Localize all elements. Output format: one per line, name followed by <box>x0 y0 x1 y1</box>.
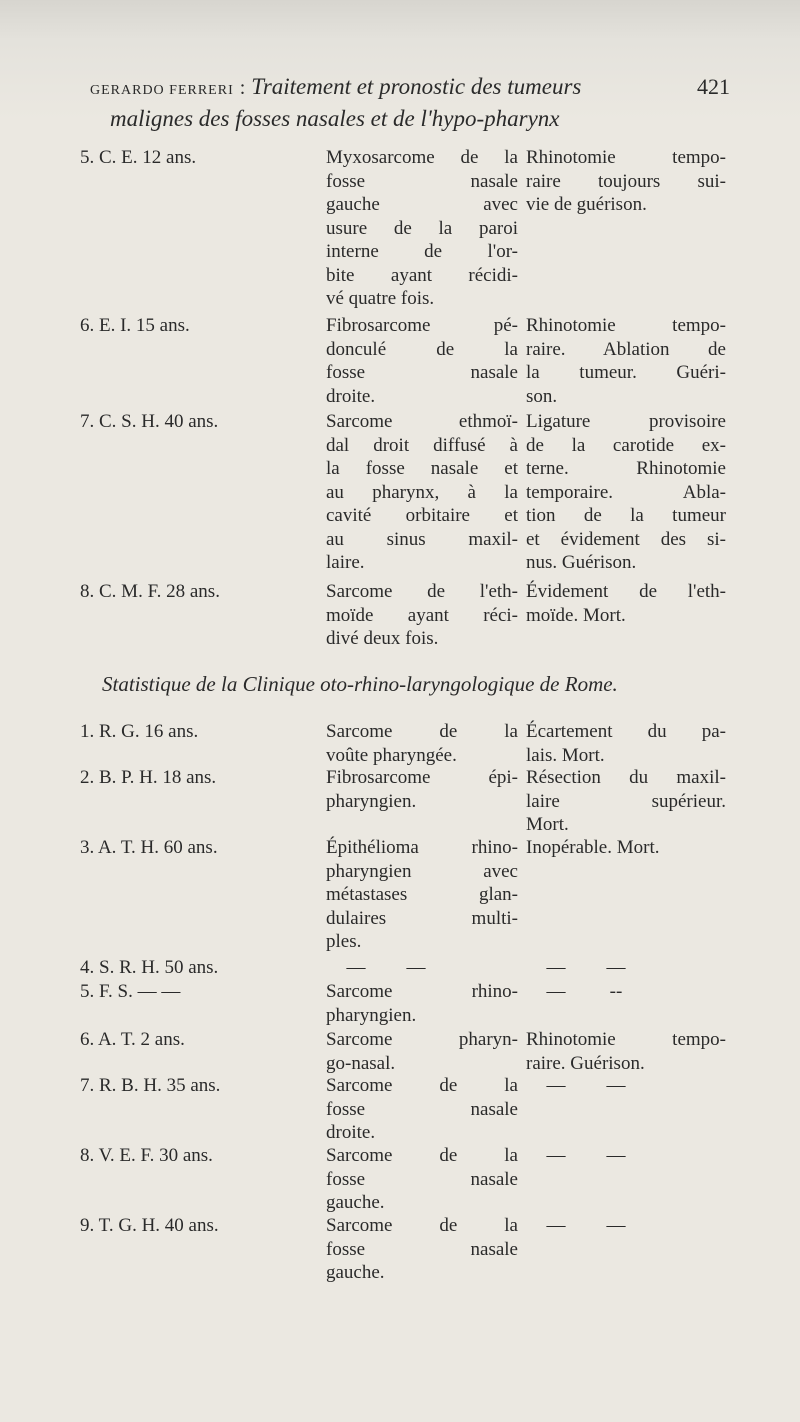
case-diagnosis <box>326 580 518 651</box>
case-id: 5. C. E. 12 ans. <box>80 147 197 168</box>
ditto-dash: -- <box>609 981 623 1002</box>
diagnosis-line: Fibrosarcome pé- <box>326 315 518 336</box>
case-id: 8. C. M. F. 28 ans. <box>80 581 220 602</box>
result-line: tion de la tumeur <box>526 505 726 526</box>
case-result <box>526 766 726 837</box>
case-id: 3. A. T. H. 60 ans. <box>80 837 218 858</box>
diagnosis-line: bite ayant récidi- <box>326 264 518 286</box>
result-line: laire supérieur. <box>526 790 726 812</box>
diagnosis-line: Sarcome de la <box>326 1215 518 1236</box>
ditto-dash: — <box>406 957 426 978</box>
header-author: GERARDO FERRERI <box>90 83 234 98</box>
ditto-dash: — <box>546 957 566 978</box>
diagnosis-line: Sarcome de la <box>326 721 518 742</box>
result-line: raire. Ablation de <box>526 338 726 360</box>
case-diagnosis <box>326 1214 518 1285</box>
case-diagnosis <box>326 146 518 311</box>
ditto-dash: — <box>606 957 626 978</box>
diagnosis-line: Myxosarcome de la <box>326 147 518 168</box>
result-line: Évidement de l'eth- <box>526 581 726 602</box>
case-id: 2. B. P. H. 18 ans. <box>80 767 217 788</box>
diagnosis-line: métastases glan- <box>326 884 518 905</box>
diagnosis-line: dulaires multi- <box>326 907 518 929</box>
diagnosis-line: Sarcome rhino- <box>326 981 518 1002</box>
result-line: moïde. Mort. <box>526 604 626 626</box>
diagnosis-line: donculé de la <box>326 338 518 360</box>
case-result <box>526 956 726 980</box>
result-line: raire toujours sui- <box>526 170 726 192</box>
diagnosis-line: au sinus maxil- <box>326 528 518 550</box>
ditto-dash: — <box>546 1075 566 1096</box>
diagnosis-line: fosse nasale <box>326 362 518 383</box>
case-id: 4. S. R. H. 50 ans. <box>80 957 219 978</box>
case-result <box>526 410 726 575</box>
case-result <box>526 720 726 767</box>
diagnosis-line: Sarcome pharyn- <box>326 1029 518 1050</box>
case-diagnosis <box>326 766 518 813</box>
header-colon: : <box>239 77 246 99</box>
case-id: 7. R. B. H. 35 ans. <box>80 1075 221 1096</box>
diagnosis-line: cavité orbitaire et <box>326 505 518 526</box>
result-line: nus. Guérison. <box>526 552 637 573</box>
ditto-dash: — <box>346 957 366 978</box>
diagnosis-line: fosse nasale <box>326 170 518 192</box>
page-number: 421 <box>697 74 730 99</box>
case-result <box>526 1074 726 1098</box>
result-line: Résection du maxil- <box>526 767 726 788</box>
section-title: Statistique de la Clinique oto-rhino-laryngologique de Rome. <box>102 672 618 696</box>
diagnosis-line: Fibrosarcome épi- <box>326 767 518 788</box>
case-id: 9. T. G. H. 40 ans. <box>80 1215 219 1236</box>
case-result <box>526 580 726 627</box>
diagnosis-line: droite. <box>326 385 376 407</box>
case-diagnosis <box>326 314 518 408</box>
header-title-line-1: Traitement et pronostic des tumeurs <box>251 74 582 99</box>
diagnosis-line: gauche. <box>326 1192 385 1213</box>
diagnosis-line: interne de l'or- <box>326 241 518 262</box>
result-line: raire. Guérison. <box>526 1052 645 1074</box>
result-line: temporaire. Abla- <box>526 481 726 503</box>
result-line: lais. Mort. <box>526 744 605 766</box>
result-line: et évidement des si- <box>526 528 726 550</box>
result-line: de la carotide ex- <box>526 434 726 456</box>
ditto-dash: — <box>606 1145 626 1166</box>
ditto-dash: — <box>546 981 566 1002</box>
result-line: Rhinotomie tempo- <box>526 315 726 336</box>
diagnosis-line: Sarcome de l'eth- <box>326 581 518 602</box>
diagnosis-line: Épithélioma rhino- <box>326 837 518 858</box>
case-diagnosis <box>326 980 518 1027</box>
diagnosis-line: Sarcome de la <box>326 1145 518 1166</box>
case-result <box>526 1028 726 1075</box>
case-result <box>526 980 726 1004</box>
case-diagnosis <box>326 1144 518 1215</box>
result-line: Écartement du pa- <box>526 721 726 742</box>
diagnosis-line: droite. <box>326 1122 376 1143</box>
diagnosis-line: fosse nasale <box>326 1238 518 1260</box>
diagnosis-line: divé deux fois. <box>326 628 439 649</box>
result-line: la tumeur. Guéri- <box>526 362 726 383</box>
result-line: son. <box>526 385 558 407</box>
result-line: Mort. <box>526 814 569 835</box>
diagnosis-line: pharyngien. <box>326 1004 417 1026</box>
case-id: 6. A. T. 2 ans. <box>80 1029 185 1050</box>
case-diagnosis <box>326 720 518 767</box>
diagnosis-line: ples. <box>326 931 362 952</box>
case-diagnosis <box>326 410 518 575</box>
diagnosis-line: fosse nasale <box>326 1098 518 1120</box>
ditto-dash: — <box>606 1215 626 1236</box>
diagnosis-line: voûte pharyngée. <box>326 744 457 766</box>
result-line: Inopérable. Mort. <box>526 837 660 858</box>
case-id: 5. F. S. — — <box>80 981 181 1002</box>
case-diagnosis <box>326 1074 518 1145</box>
diagnosis-line: Sarcome ethmoï- <box>326 411 518 432</box>
diagnosis-line: dal droit diffusé à <box>326 434 518 456</box>
ditto-dash: — <box>546 1215 566 1236</box>
case-result <box>526 314 726 408</box>
ditto-dash: — <box>606 1075 626 1096</box>
case-diagnosis <box>326 956 518 980</box>
case-diagnosis <box>326 836 518 954</box>
result-line: vie de guérison. <box>526 194 647 215</box>
running-header <box>90 74 730 134</box>
diagnosis-line: usure de la paroi <box>326 217 518 239</box>
diagnosis-line: go-nasal. <box>326 1052 396 1074</box>
diagnosis-line: gauche. <box>326 1262 385 1283</box>
diagnosis-line: gauche avec <box>326 194 518 215</box>
diagnosis-line: moïde ayant réci- <box>326 604 518 626</box>
case-id: 6. E. I. 15 ans. <box>80 315 190 336</box>
diagnosis-line: pharyngien. <box>326 790 417 812</box>
result-line: Rhinotomie tempo- <box>526 147 726 168</box>
case-id: 1. R. G. 16 ans. <box>80 721 199 742</box>
diagnosis-line: la fosse nasale et <box>326 458 518 479</box>
case-diagnosis <box>326 1028 518 1075</box>
diagnosis-line: pharyngien avec <box>326 860 518 882</box>
case-id: 8. V. E. F. 30 ans. <box>80 1145 213 1166</box>
diagnosis-line: au pharynx, à la <box>326 481 518 503</box>
case-result <box>526 1144 726 1168</box>
case-result <box>526 836 726 860</box>
diagnosis-line: vé quatre fois. <box>326 288 435 309</box>
result-line: Rhinotomie tempo- <box>526 1029 726 1050</box>
diagnosis-line: laire. <box>326 552 365 573</box>
diagnosis-line: fosse nasale <box>326 1168 518 1190</box>
result-line: Ligature provisoire <box>526 411 726 432</box>
case-result <box>526 1214 726 1238</box>
header-line-1 <box>90 74 730 104</box>
diagnosis-line: Sarcome de la <box>326 1075 518 1096</box>
result-line: terne. Rhinotomie <box>526 458 726 479</box>
header-title-line-2: malignes des fosses nasales et de l'hypo-pharynx <box>110 106 560 131</box>
ditto-dash: — <box>546 1145 566 1166</box>
case-id: 7. C. S. H. 40 ans. <box>80 411 219 432</box>
case-result <box>526 146 726 217</box>
